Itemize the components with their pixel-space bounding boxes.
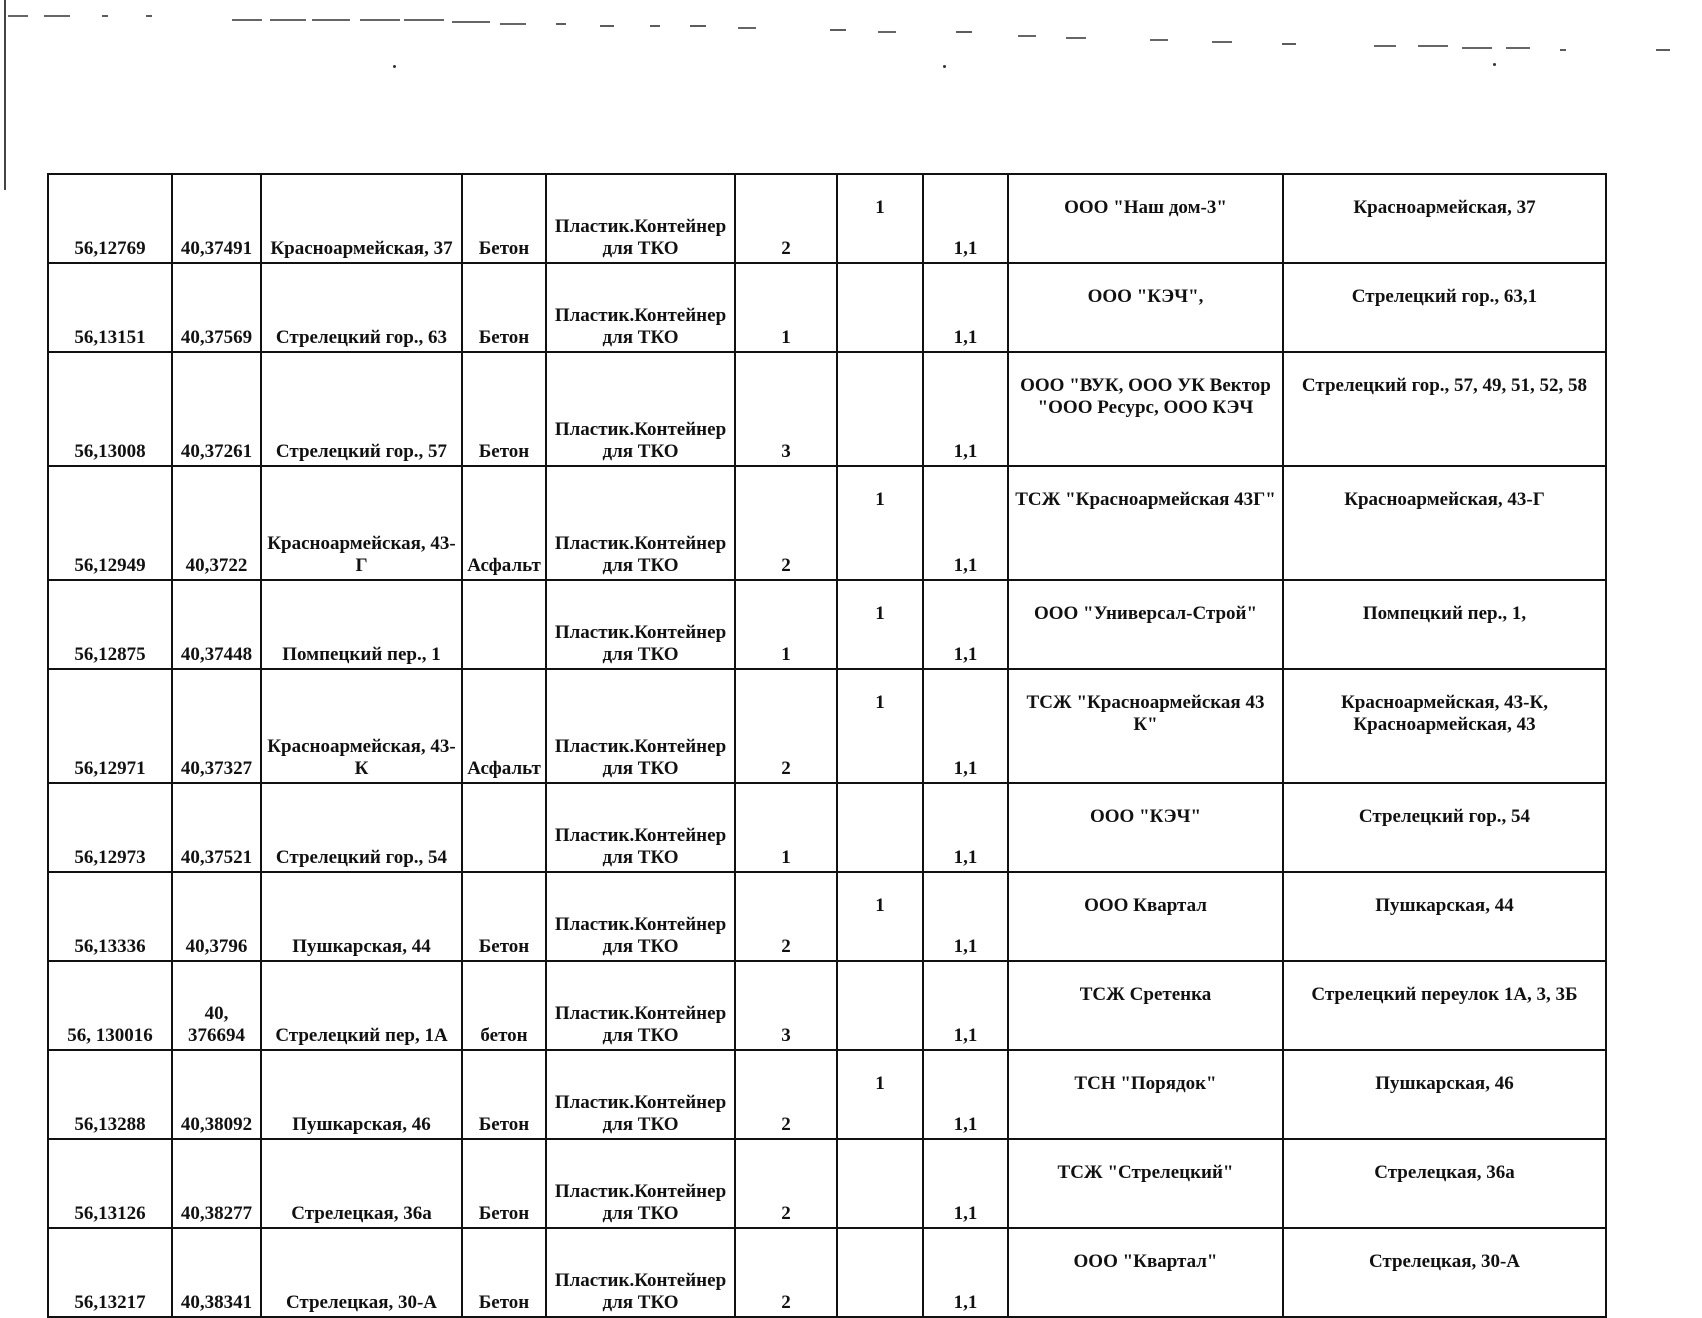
- waste-sources-cell-text: Стрелецкая, 30-А: [1368, 1251, 1521, 1272]
- latitude-cell: [48, 263, 172, 352]
- address-cell-text: Красноармейская, 43- К: [267, 736, 456, 780]
- table-row: [48, 1228, 1606, 1317]
- planned-count-cell: [837, 669, 923, 783]
- container-count-cell-text: 3: [781, 441, 791, 463]
- address-cell-text: Стрелецкий пер, 1А: [275, 1025, 448, 1047]
- planned-count-cell: [837, 872, 923, 961]
- owner-cell: [1008, 669, 1283, 783]
- longitude-cell-text: 40,37521: [180, 847, 253, 869]
- latitude-cell-text: 56,13126: [74, 1203, 146, 1225]
- planned-count-cell: [837, 352, 923, 466]
- container-type-cell: [546, 961, 735, 1050]
- latitude-cell-text: 56,13288: [74, 1114, 146, 1136]
- owner-cell-text: ООО "Универсал-Строй": [1033, 603, 1258, 624]
- longitude-cell: [172, 352, 261, 466]
- longitude-cell-text: 40,37569: [180, 327, 253, 349]
- waste-sources-cell-text: Пушкарская, 44: [1375, 895, 1514, 916]
- address-cell: [261, 961, 462, 1050]
- latitude-cell: [48, 669, 172, 783]
- latitude-cell-text: 56,12769: [74, 238, 146, 260]
- waste-sources-cell-text: Стрелецкий гор., 57, 49, 51, 52, 58: [1301, 375, 1588, 396]
- owner-cell-text: ТСЖ "Стрелецкий": [1057, 1162, 1234, 1183]
- container-type-cell: [546, 1050, 735, 1139]
- address-cell: [261, 174, 462, 263]
- address-cell: [261, 1139, 462, 1228]
- longitude-cell-text: 40,3722: [185, 555, 248, 577]
- owner-cell-text: ТСЖ Сретенка: [1079, 984, 1212, 1005]
- container-type-cell: [546, 1139, 735, 1228]
- address-cell-text: Красноармейская, 43- Г: [267, 533, 456, 577]
- volume-cell: [923, 1050, 1008, 1139]
- container-type-cell-text: Пластик.Контейнер для ТКО: [554, 305, 727, 349]
- waste-sources-cell-text: Помпецкий пер., 1,: [1362, 603, 1527, 624]
- container-type-cell: [546, 466, 735, 580]
- longitude-cell-text: 40,38277: [180, 1203, 253, 1225]
- planned-count-cell: [837, 1050, 923, 1139]
- container-count-cell-text: 2: [781, 555, 791, 577]
- longitude-cell: [172, 466, 261, 580]
- table-row: [48, 1050, 1606, 1139]
- container-type-cell: [546, 783, 735, 872]
- longitude-cell-text: 40,37261: [180, 441, 253, 463]
- waste-sources-cell: [1283, 1228, 1606, 1317]
- owner-cell-text: ТСЖ "Красноармейская 43Г": [1015, 489, 1276, 510]
- scan-dot: [943, 65, 946, 68]
- owner-cell: [1008, 1139, 1283, 1228]
- container-type-cell: [546, 263, 735, 352]
- owner-cell-text: ТСН "Порядок": [1074, 1073, 1217, 1094]
- surface-cell-text: бетон: [480, 1025, 528, 1047]
- address-cell-text: Стрелецкий гор., 57: [275, 441, 448, 463]
- table-row: [48, 174, 1606, 263]
- longitude-cell-text: 40,37491: [180, 238, 253, 260]
- latitude-cell-text: 56,12973: [74, 847, 146, 869]
- container-type-cell: [546, 352, 735, 466]
- container-type-cell: [546, 174, 735, 263]
- longitude-cell-text: 40,3796: [185, 936, 248, 958]
- container-count-cell: [735, 669, 837, 783]
- address-cell-text: Стрелецкий гор., 63: [275, 327, 448, 349]
- container-count-cell-text: 2: [781, 1114, 791, 1136]
- container-count-cell: [735, 580, 837, 669]
- container-type-cell-text: Пластик.Контейнер для ТКО: [554, 825, 727, 869]
- latitude-cell-text: 56,12875: [74, 644, 146, 666]
- waste-sources-cell: [1283, 466, 1606, 580]
- owner-cell: [1008, 352, 1283, 466]
- owner-cell: [1008, 783, 1283, 872]
- planned-count-cell: [837, 961, 923, 1050]
- surface-cell: [462, 669, 546, 783]
- waste-sources-cell: [1283, 783, 1606, 872]
- owner-cell: [1008, 174, 1283, 263]
- planned-count-cell: [837, 466, 923, 580]
- surface-cell: [462, 872, 546, 961]
- container-count-cell-text: 3: [781, 1025, 791, 1047]
- owner-cell: [1008, 263, 1283, 352]
- surface-cell: [462, 263, 546, 352]
- container-count-cell-text: 1: [781, 644, 791, 666]
- volume-cell: [923, 352, 1008, 466]
- waste-sources-cell-text: Стрелецкий гор., 63,1: [1351, 286, 1538, 307]
- volume-cell: [923, 669, 1008, 783]
- owner-cell: [1008, 1050, 1283, 1139]
- planned-count-cell: [837, 1139, 923, 1228]
- latitude-cell: [48, 872, 172, 961]
- planned-count-cell-text: 1: [875, 603, 885, 624]
- address-cell-text: Помпецкий пер., 1: [282, 644, 441, 666]
- surface-cell-text: Бетон: [478, 441, 530, 463]
- container-count-cell: [735, 263, 837, 352]
- container-type-cell: [546, 580, 735, 669]
- container-type-cell-text: Пластик.Контейнер для ТКО: [554, 622, 727, 666]
- longitude-cell-text: 40, 376694: [188, 1003, 245, 1047]
- volume-cell-text: 1,1: [953, 327, 978, 349]
- surface-cell: [462, 1050, 546, 1139]
- table-row: [48, 580, 1606, 669]
- volume-cell-text: 1,1: [953, 758, 978, 780]
- latitude-cell: [48, 1050, 172, 1139]
- surface-cell: [462, 580, 546, 669]
- table-body: [48, 174, 1606, 1317]
- latitude-cell-text: 56, 130016: [67, 1025, 153, 1047]
- container-type-cell: [546, 1228, 735, 1317]
- owner-cell-text: ООО "ВУК, ООО УК Вектор "ООО Ресурс, ООО КЭЧ: [1020, 375, 1271, 418]
- latitude-cell: [48, 961, 172, 1050]
- surface-cell: [462, 174, 546, 263]
- latitude-cell: [48, 1228, 172, 1317]
- latitude-cell: [48, 783, 172, 872]
- volume-cell: [923, 872, 1008, 961]
- planned-count-cell: [837, 783, 923, 872]
- container-type-cell-text: Пластик.Контейнер для ТКО: [554, 914, 727, 958]
- table-row: [48, 466, 1606, 580]
- longitude-cell: [172, 961, 261, 1050]
- owner-cell: [1008, 961, 1283, 1050]
- volume-cell-text: 1,1: [953, 238, 978, 260]
- container-type-cell-text: Пластик.Контейнер для ТКО: [554, 419, 727, 463]
- volume-cell-text: 1,1: [953, 936, 978, 958]
- volume-cell-text: 1,1: [953, 1025, 978, 1047]
- planned-count-cell: [837, 263, 923, 352]
- volume-cell: [923, 1139, 1008, 1228]
- container-count-cell: [735, 1050, 837, 1139]
- latitude-cell-text: 56,13151: [74, 327, 146, 349]
- surface-cell-text: Бетон: [478, 1292, 530, 1314]
- longitude-cell-text: 40,37327: [180, 758, 253, 780]
- container-type-cell-text: Пластик.Контейнер для ТКО: [554, 1003, 727, 1047]
- longitude-cell: [172, 174, 261, 263]
- address-cell-text: Стрелецкая, 30-А: [285, 1292, 438, 1314]
- container-count-cell: [735, 466, 837, 580]
- container-count-cell: [735, 1228, 837, 1317]
- surface-cell-text: Бетон: [478, 1203, 530, 1225]
- latitude-cell-text: 56,12949: [74, 555, 146, 577]
- waste-sources-cell: [1283, 580, 1606, 669]
- waste-sources-cell: [1283, 669, 1606, 783]
- latitude-cell: [48, 174, 172, 263]
- waste-sources-cell-text: Красноармейская, 43-К, Красноармейская, 43: [1340, 692, 1549, 735]
- address-cell: [261, 783, 462, 872]
- longitude-cell: [172, 783, 261, 872]
- surface-cell: [462, 466, 546, 580]
- scan-dot: [1493, 63, 1496, 66]
- waste-sources-cell: [1283, 263, 1606, 352]
- table-row: [48, 1139, 1606, 1228]
- longitude-cell: [172, 669, 261, 783]
- volume-cell-text: 1,1: [953, 644, 978, 666]
- latitude-cell-text: 56,12971: [74, 758, 146, 780]
- volume-cell-text: 1,1: [953, 847, 978, 869]
- longitude-cell: [172, 263, 261, 352]
- container-type-cell-text: Пластик.Контейнер для ТКО: [554, 736, 727, 780]
- container-type-cell: [546, 872, 735, 961]
- longitude-cell: [172, 580, 261, 669]
- owner-cell-text: ООО "Квартал": [1073, 1251, 1218, 1272]
- table-row: [48, 352, 1606, 466]
- owner-cell-text: ТСЖ "Красноармейская 43 К": [1026, 692, 1265, 735]
- planned-count-cell-text: 1: [875, 197, 885, 218]
- planned-count-cell-text: 1: [875, 692, 885, 713]
- volume-cell: [923, 466, 1008, 580]
- container-count-cell-text: 2: [781, 758, 791, 780]
- container-type-cell-text: Пластик.Контейнер для ТКО: [554, 533, 727, 577]
- container-count-cell-text: 2: [781, 936, 791, 958]
- address-cell-text: Стрелецкий гор., 54: [275, 847, 448, 869]
- volume-cell: [923, 783, 1008, 872]
- volume-cell-text: 1,1: [953, 1114, 978, 1136]
- volume-cell: [923, 174, 1008, 263]
- container-count-cell: [735, 872, 837, 961]
- container-count-cell: [735, 1139, 837, 1228]
- planned-count-cell-text: 1: [875, 489, 885, 510]
- latitude-cell-text: 56,13008: [74, 441, 146, 463]
- owner-cell-text: ООО "КЭЧ": [1089, 806, 1202, 827]
- surface-cell: [462, 961, 546, 1050]
- container-type-cell: [546, 669, 735, 783]
- scan-top-dashes: [0, 10, 1702, 70]
- planned-count-cell-text: 1: [875, 895, 885, 916]
- waste-sources-cell: [1283, 1139, 1606, 1228]
- volume-cell: [923, 1228, 1008, 1317]
- address-cell-text: Пушкарская, 46: [292, 1114, 431, 1136]
- surface-cell: [462, 352, 546, 466]
- waste-sources-cell-text: Стрелецкий гор., 54: [1358, 806, 1531, 827]
- volume-cell-text: 1,1: [953, 555, 978, 577]
- container-type-cell-text: Пластик.Контейнер для ТКО: [554, 1270, 727, 1314]
- container-count-cell: [735, 352, 837, 466]
- waste-sources-cell: [1283, 961, 1606, 1050]
- scan-dot: [393, 65, 396, 68]
- longitude-cell: [172, 1139, 261, 1228]
- latitude-cell: [48, 466, 172, 580]
- surface-cell-text: Асфальт: [467, 555, 541, 577]
- address-cell: [261, 580, 462, 669]
- surface-cell: [462, 1228, 546, 1317]
- longitude-cell: [172, 1050, 261, 1139]
- container-count-cell-text: 2: [781, 238, 791, 260]
- waste-sources-cell-text: Стрелецкий переулок 1А, 3, 3Б: [1311, 984, 1578, 1005]
- surface-cell-text: Бетон: [478, 238, 530, 260]
- address-cell-text: Красноармейская, 37: [270, 238, 453, 260]
- volume-cell: [923, 263, 1008, 352]
- address-cell: [261, 1050, 462, 1139]
- waste-sources-cell-text: Красноармейская, 37: [1353, 197, 1536, 218]
- longitude-cell-text: 40,38092: [180, 1114, 253, 1136]
- container-count-cell: [735, 961, 837, 1050]
- waste-sources-cell-text: Стрелецкая, 36а: [1374, 1162, 1515, 1183]
- address-cell: [261, 352, 462, 466]
- owner-cell: [1008, 466, 1283, 580]
- latitude-cell-text: 56,13217: [74, 1292, 146, 1314]
- volume-cell-text: 1,1: [953, 441, 978, 463]
- planned-count-cell: [837, 580, 923, 669]
- waste-sources-cell: [1283, 1050, 1606, 1139]
- table-row: [48, 783, 1606, 872]
- latitude-cell: [48, 1139, 172, 1228]
- planned-count-cell-text: 1: [875, 1073, 885, 1094]
- container-type-cell-text: Пластик.Контейнер для ТКО: [554, 1092, 727, 1136]
- table-row: [48, 263, 1606, 352]
- container-count-cell: [735, 783, 837, 872]
- address-cell: [261, 466, 462, 580]
- latitude-cell: [48, 352, 172, 466]
- container-count-cell-text: 1: [781, 327, 791, 349]
- container-type-cell-text: Пластик.Контейнер для ТКО: [554, 216, 727, 260]
- surface-cell-text: Бетон: [478, 327, 530, 349]
- waste-sources-cell: [1283, 174, 1606, 263]
- container-type-cell-text: Пластик.Контейнер для ТКО: [554, 1181, 727, 1225]
- owner-cell-text: ООО Квартал: [1084, 895, 1207, 916]
- waste-sources-cell: [1283, 352, 1606, 466]
- waste-sources-cell: [1283, 872, 1606, 961]
- owner-cell-text: ООО "КЭЧ",: [1087, 286, 1204, 307]
- longitude-cell-text: 40,37448: [180, 644, 253, 666]
- volume-cell-text: 1,1: [953, 1292, 978, 1314]
- table-row: [48, 872, 1606, 961]
- table-row: [48, 961, 1606, 1050]
- container-count-cell-text: 1: [781, 847, 791, 869]
- surface-cell-text: Бетон: [478, 936, 530, 958]
- volume-cell: [923, 580, 1008, 669]
- planned-count-cell: [837, 174, 923, 263]
- waste-sources-cell-text: Пушкарская, 46: [1375, 1073, 1514, 1094]
- container-count-cell-text: 2: [781, 1292, 791, 1314]
- container-sites-table: [47, 173, 1607, 1318]
- address-cell: [261, 872, 462, 961]
- surface-cell-text: Асфальт: [467, 758, 541, 780]
- surface-cell: [462, 1139, 546, 1228]
- planned-count-cell: [837, 1228, 923, 1317]
- address-cell-text: Стрелецкая, 36а: [291, 1203, 432, 1225]
- container-count-cell: [735, 174, 837, 263]
- longitude-cell-text: 40,38341: [180, 1292, 253, 1314]
- owner-cell: [1008, 1228, 1283, 1317]
- owner-cell: [1008, 580, 1283, 669]
- longitude-cell: [172, 1228, 261, 1317]
- surface-cell-text: Бетон: [478, 1114, 530, 1136]
- address-cell: [261, 263, 462, 352]
- owner-cell: [1008, 872, 1283, 961]
- address-cell: [261, 669, 462, 783]
- volume-cell: [923, 961, 1008, 1050]
- waste-sources-cell-text: Красноармейская, 43-Г: [1344, 489, 1545, 510]
- address-cell-text: Пушкарская, 44: [292, 936, 431, 958]
- latitude-cell: [48, 580, 172, 669]
- volume-cell-text: 1,1: [953, 1203, 978, 1225]
- owner-cell-text: ООО "Наш дом-3": [1064, 197, 1227, 218]
- address-cell: [261, 1228, 462, 1317]
- container-count-cell-text: 2: [781, 1203, 791, 1225]
- table-row: [48, 669, 1606, 783]
- longitude-cell: [172, 872, 261, 961]
- latitude-cell-text: 56,13336: [74, 936, 146, 958]
- surface-cell: [462, 783, 546, 872]
